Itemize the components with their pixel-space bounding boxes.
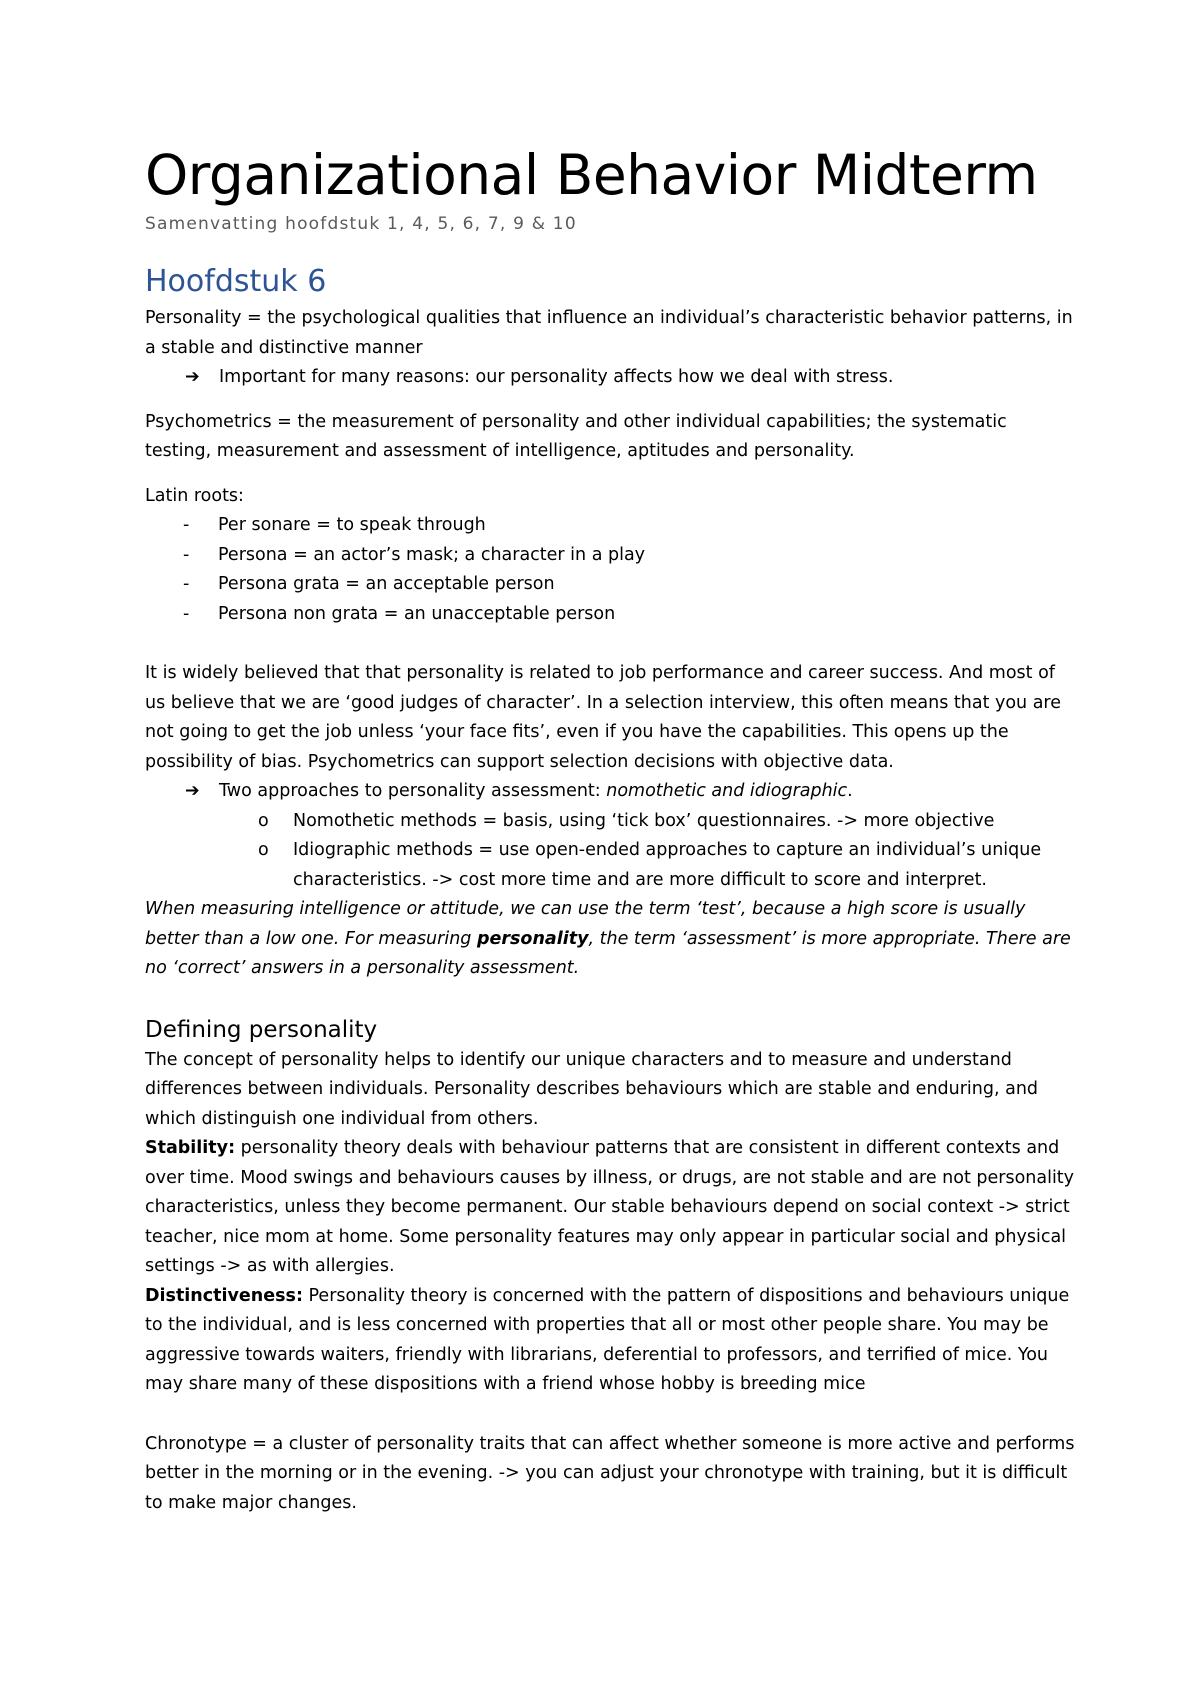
stability-paragraph: Stability: personality theory deals with behaviour patterns that are consistent in different contexts and over time. Mood swings and behaviours causes by illness, or drugs, are not stable and are not personality characteristics, unless they become permanent. Our stable behaviours depend on social context -> strict teacher, nice mom at home. Some personality features may only appear in particular social and physical settings -> as with allergies.	[145, 1138, 1075, 1276]
arrow-bullet-icon: ➔	[185, 367, 200, 387]
approaches-arrow-item: ➔ Two approaches to personality assessment: nomothetic and idiographic.	[145, 777, 1075, 807]
defining-personality-heading: Defining personality	[145, 1016, 378, 1043]
distinctiveness-label: Distinctiveness:	[145, 1285, 303, 1306]
dash-bullet-icon: -	[183, 603, 190, 624]
defining-paragraph: The concept of personality helps to identify our unique characters and to measure and understand differences between individuals. Personality describes behaviours which are stable and enduring, and which distinguish one individual from others.	[145, 1049, 1039, 1129]
circle-bullet-icon: o	[258, 840, 269, 860]
job-performance-paragraph: It is widely believed that that personality is related to job performance and career success. And most of us believe that we are ‘good judges of character’. In a selection interview, this often means that you are not going to get the job unless ‘your face fits’, even if you have the capabilities. This opens up the possibility of bias. Psychometrics can support selection decisions with objective data.	[145, 663, 1062, 772]
personality-definition: Personality = the psychological qualities that influence an individual’s characteristic behavior patterns, in a stable and distinctive manner	[145, 308, 1073, 358]
list-item: - Persona non grata = an unacceptable person	[145, 600, 1075, 630]
personality-arrow-text: Important for many reasons: our personality affects how we deal with stress.	[219, 367, 894, 387]
latin-roots-label: Latin roots:	[145, 485, 244, 506]
italic-note: When measuring intelligence or attitude, we can use the term ‘test’, because a high score is usually better than a low one. For measuring personality, the term ‘assessment’ is more appropriate. There are no ‘correct’ answers in a personality assessment.	[145, 899, 1071, 978]
document-title: Organizational Behavior Midterm	[145, 143, 1038, 207]
document-subtitle: Samenvatting hoofdstuk 1, 4, 5, 6, 7, 9 & 10	[145, 214, 577, 234]
document-body	[145, 262, 1075, 1518]
list-item: o Nomothetic methods = basis, using ‘tick box’ questionnaires. -> more objective	[145, 807, 1075, 837]
list-item: - Persona = an actor’s mask; a character in a play	[145, 541, 1075, 571]
personality-arrow-item	[145, 363, 1075, 393]
chapter-heading: Hoofdstuk 6	[145, 264, 327, 299]
psychometrics-definition: Psychometrics = the measurement of personality and other individual capabilities; the systematic testing, measurement and assessment of intelligence, aptitudes and personality.	[145, 411, 1007, 461]
chronotype-paragraph: Chronotype = a cluster of personality traits that can affect whether someone is more active and performs better in the morning or in the evening. -> you can adjust your chronotype with training, but it is difficult to make major changes.	[145, 1433, 1075, 1513]
stability-label: Stability:	[145, 1138, 236, 1158]
dash-bullet-icon: -	[183, 544, 190, 565]
list-item: - Persona grata = an acceptable person	[145, 570, 1075, 600]
arrow-bullet-icon: ➔	[185, 781, 200, 801]
list-item: o Idiographic methods = use open-ended approaches to capture an individual’s unique characteristics. -> cost more time and are more difficult to score and interpret.	[145, 836, 1075, 895]
dash-bullet-icon: -	[183, 574, 190, 594]
circle-bullet-icon: o	[258, 810, 269, 831]
dash-bullet-icon: -	[183, 515, 190, 535]
list-item: - Per sonare = to speak through	[145, 511, 1075, 541]
approaches-italic: nomothetic and idiographic	[606, 781, 848, 801]
distinctiveness-paragraph: Distinctiveness: Personality theory is concerned with the pattern of dispositions and behaviours unique to the individual, and is less concerned with properties that all or most other people share. You may be aggressive towards waiters, friendly with librarians, deferential to professors, and terrified of mice. You may share many of these dispositions with a friend whose hobby is breeding mice	[145, 1285, 1070, 1394]
